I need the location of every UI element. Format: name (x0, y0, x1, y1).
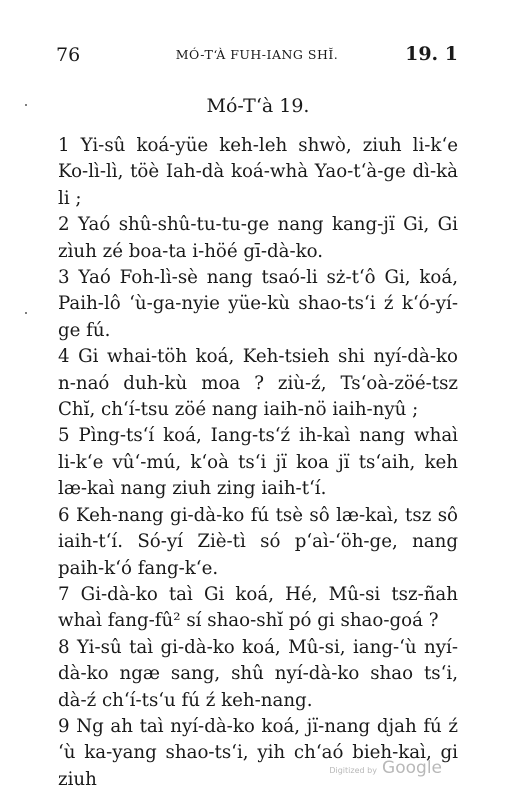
digitized-by-text: Digitized by (329, 766, 377, 775)
print-speck (25, 312, 27, 314)
verse-9: 9 Ng ah taì nyí-dà-ko koá, jï-nang djah fú ź ‘ù ka-yang shao-ts‘i, yih ch‘aó bieh-kaì, gi ziuh (58, 715, 458, 790)
chapter-title: Mó-T‘à 19. (206, 95, 310, 117)
verse-2: 2 Yaó shû-shû-tu-tu-ge nang kang-jï Gi, Gi zìuh zé boa-ta i-höé gī-dà-ko. (58, 214, 458, 262)
page-header (56, 44, 458, 70)
verse-7: 7 Gi-dà-ko taì Gi koá, Hé, Mû-si tsz-ñah whaì fang-fû² sí shao-shĭ pó gi shao-goá ? (58, 583, 458, 632)
verse-1: 1 Yi-sû koá-yüe keh-leh shwò, ziuh li-k‘e Ko-lì-lì, töè Iah-dà koá-whà Yao-t‘à-ge dì-kà li ; (58, 135, 458, 209)
digitization-watermark (329, 758, 442, 778)
verse-8: 8 Yi-sû taì gi-dà-ko koá, Mû-si, iang-‘ù nyí-dà-ko ngæ sang, shû nyí-dà-ko shao ts‘i, dà-ź ch‘í-ts‘u fú ź keh-nang. (58, 636, 458, 711)
page-number: 76 (56, 44, 81, 66)
running-title: MÓ-T‘À FUH-IANG SHĬ. (175, 47, 339, 62)
verse-4: 4 Gi whai-töh koá, Keh-tsieh shi nyí-dà-ko n-naó duh-kù moa ? ziù-ź, Ts‘oà-zöé-tsz Chĭ, ch‘í-tsu zöé nang iaih-nö iaih-nyû ; (58, 346, 458, 421)
verse-list (58, 133, 458, 793)
verse-3: 3 Yaó Foh-lì-sè nang tsaó-li sż-t‘ô Gi, koá, Paih-lô ‘ù-ga-nyie yüe-kù shao-ts‘i ź k‘ó-yí-ge fú. (58, 267, 458, 341)
verse-5: 5 Pìng-ts‘í koá, Iang-ts‘ź ih-kaì nang whaì li-k‘e vû‘-mú, k‘oà ts‘i jï koa jï ts‘aih, keh læ-kaì nang ziuh zing iaih-t‘í. (58, 425, 458, 500)
chapter-reference: 19. 1 (405, 43, 458, 65)
google-wordmark: Google (382, 758, 442, 778)
verse-6: 6 Keh-nang gi-dà-ko fú tsè sô læ-kaì, tsz sô iaih-t‘í. Só-yí Ziè-tì só p‘aì-‘öh-ge, nang paih-k‘ó fang-k‘e. (58, 504, 458, 579)
